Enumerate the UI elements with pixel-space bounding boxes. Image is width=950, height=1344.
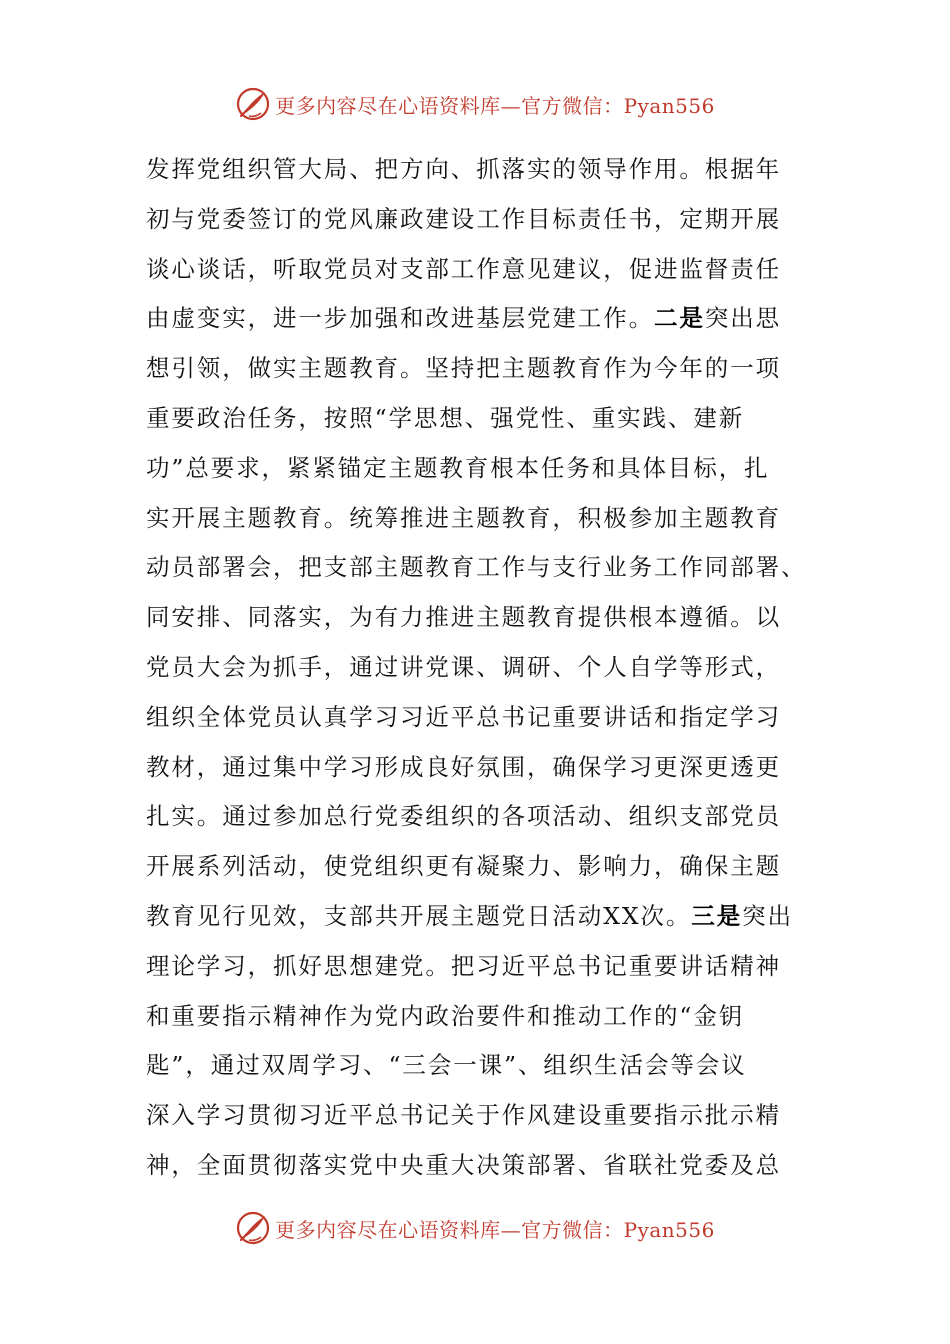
- text-line: [146, 1091, 806, 1141]
- text-run: 深入学习贯彻习近平总书记关于作风建设重要指示批示精: [146, 1101, 781, 1130]
- text-run: 由虚变实，进一步加强和改进基层党建工作。: [146, 304, 654, 333]
- text-line: [146, 1141, 806, 1191]
- text-run: 突出思: [704, 304, 782, 333]
- bold-heading-marker: 三是: [691, 901, 743, 930]
- document-body: [146, 145, 806, 1191]
- text-line: [146, 444, 806, 494]
- text-line: [146, 245, 806, 295]
- text-run: 教材，通过集中学习形成良好氛围，确保学习更深更透更: [146, 752, 781, 781]
- text-line: [146, 195, 806, 245]
- text-line: [146, 344, 806, 394]
- text-line: [146, 394, 806, 444]
- footer-watermark-text: 更多内容尽在心语资料库—官方微信：Pyan556: [275, 1217, 715, 1242]
- text-line: [146, 1041, 806, 1091]
- header-watermark: [0, 84, 950, 124]
- text-line: [146, 543, 806, 593]
- text-line: [146, 494, 806, 544]
- text-run: 初与党委签订的党风廉政建设工作目标责任书，定期开展: [146, 204, 781, 233]
- text-run: 发挥党组织管大局、把方向、抓落实的领导作用。根据年: [146, 155, 781, 183]
- text-line: [146, 842, 806, 892]
- text-run: 谈心谈话，听取党员对支部工作意见建议，促进监督责任: [146, 254, 781, 283]
- text-line: [146, 942, 806, 992]
- text-run: 重要政治任务，按照“学思想、强党性、重实践、建新: [146, 403, 745, 432]
- text-line: [146, 792, 806, 842]
- text-run: 理论学习，抓好思想建党。把习近平总书记重要讲话精神: [146, 951, 781, 980]
- text-run: 教育见行见效，支部共开展主题党日活动XX次。: [146, 901, 692, 930]
- text-line: [146, 145, 806, 195]
- text-run: 神，全面贯彻落实党中央重大决策部署、省联社党委及总: [146, 1150, 781, 1179]
- text-line: [146, 743, 806, 793]
- text-run: 匙”，通过双周学习、“三会一课”、组织生活会等会议: [146, 1051, 747, 1080]
- bold-heading-marker: 二是: [654, 304, 705, 333]
- text-run: 动员部署会，把支部主题教育工作与支行业务工作同部署、: [146, 553, 807, 582]
- text-run: 和重要指示精神作为党内政治要件和推动工作的“金钥: [146, 1001, 745, 1030]
- text-run: 实开展主题教育。统筹推进主题教育，积极参加主题教育: [146, 503, 781, 532]
- text-run: 同安排、同落实，为有力推进主题教育提供根本遵循。以: [146, 603, 781, 632]
- text-run: 开展系列活动，使党组织更有凝聚力、影响力，确保主题: [146, 852, 781, 881]
- text-run: 功”总要求，紧紧锚定主题教育根本任务和具体目标，扎: [146, 453, 770, 482]
- text-run: 突出: [742, 901, 793, 930]
- header-watermark-text: 更多内容尽在心语资料库—官方微信：Pyan556: [275, 93, 715, 118]
- text-line: [146, 892, 806, 942]
- text-run: 党员大会为抓手，通过讲党课、调研、个人自学等形式，: [146, 652, 781, 681]
- text-line: [146, 593, 806, 643]
- quill-logo-icon: [235, 1210, 271, 1246]
- text-run: 组织全体党员认真学习习近平总书记重要讲话和指定学习: [146, 702, 781, 731]
- text-line: [146, 294, 806, 344]
- text-run: 想引领，做实主题教育。坚持把主题教育作为今年的一项: [146, 354, 781, 383]
- text-line: [146, 693, 806, 743]
- quill-logo-icon: [235, 86, 271, 122]
- footer-watermark: [0, 1208, 950, 1248]
- text-line: [146, 992, 806, 1042]
- text-run: 扎实。通过参加总行党委组织的各项活动、组织支部党员: [146, 802, 781, 831]
- text-line: [146, 643, 806, 693]
